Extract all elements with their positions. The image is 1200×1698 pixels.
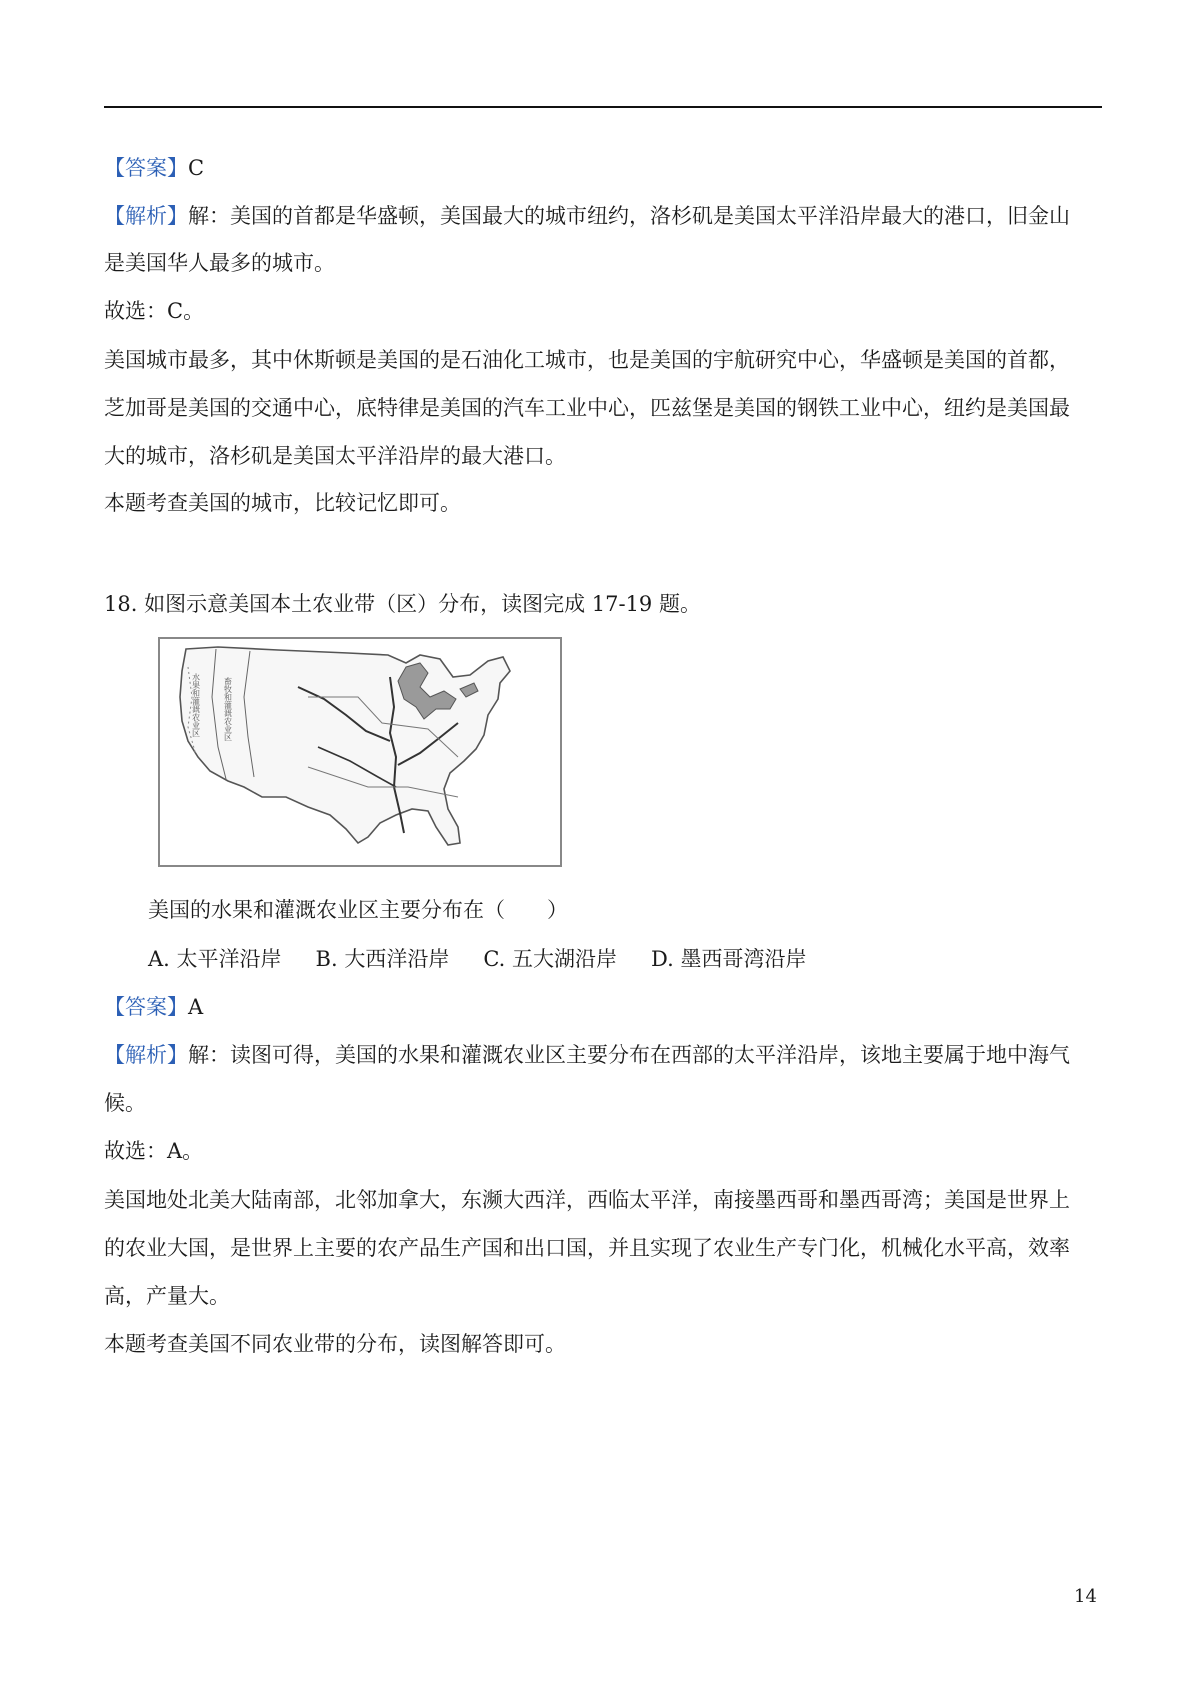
answer-value: A bbox=[188, 995, 204, 1019]
question-stem: 18. 如图示意美国本土农业带（区）分布，读图完成 17-19 题。 bbox=[104, 592, 701, 616]
us-agriculture-map bbox=[158, 637, 562, 867]
analysis-tag: 【解析】 bbox=[104, 1043, 188, 1067]
choice-line-2: 故选：A。 bbox=[104, 1139, 204, 1163]
page-number: 14 bbox=[1074, 1586, 1097, 1607]
answer-tag: 【答案】 bbox=[104, 995, 188, 1019]
answer-value: C bbox=[188, 156, 205, 180]
analysis-tag: 【解析】 bbox=[104, 204, 188, 228]
analysis-text: 解：读图可得，美国的水果和灌溉农业区主要分布在西部的太平洋沿岸，该地主要属于地中海气 bbox=[188, 1043, 1070, 1067]
header-rule bbox=[104, 106, 1102, 108]
region-label-fruit: 水果和灌溉农业区 bbox=[191, 673, 201, 737]
choice-line: 故选：C。 bbox=[104, 299, 205, 323]
explain-line-5: 的农业大国，是世界上主要的农产品生产国和出口国，并且实现了农业生产专门化，机械化水平高，效率 bbox=[104, 1236, 1070, 1260]
answer-line-2 bbox=[104, 992, 203, 1022]
option-d[interactable]: D. 墨西哥湾沿岸 bbox=[651, 947, 807, 971]
analysis-line-2: 是美国华人最多的城市。 bbox=[104, 251, 335, 275]
analysis-line-3 bbox=[104, 1040, 1070, 1070]
sub-question: 美国的水果和灌溉农业区主要分布在（ ） bbox=[148, 898, 568, 922]
analysis-line-1 bbox=[104, 201, 1070, 231]
option-c[interactable]: C. 五大湖沿岸 bbox=[483, 947, 617, 971]
explain-line-1: 美国城市最多，其中休斯顿是美国的是石油化工城市，也是美国的宇航研究中心，华盛顿是美国的首都， bbox=[104, 348, 1070, 372]
analysis-line-4: 候。 bbox=[104, 1091, 146, 1115]
answer-tag: 【答案】 bbox=[104, 156, 188, 180]
summary-line: 本题考查美国的城市，比较记忆即可。 bbox=[104, 491, 461, 515]
option-b[interactable]: B. 大西洋沿岸 bbox=[315, 947, 450, 971]
explain-line-3: 大的城市，洛杉矶是美国太平洋沿岸的最大港口。 bbox=[104, 444, 566, 468]
explain-line-2: 芝加哥是美国的交通中心，底特律是美国的汽车工业中心，匹兹堡是美国的钢铁工业中心，纽约是美国最 bbox=[104, 396, 1070, 420]
analysis-text: 解：美国的首都是华盛顿，美国最大的城市纽约，洛杉矶是美国太平洋沿岸最大的港口，旧金山 bbox=[188, 204, 1070, 228]
options-row bbox=[148, 944, 840, 974]
explain-line-4: 美国地处北美大陆南部，北邻加拿大，东濒大西洋，西临太平洋，南接墨西哥和墨西哥湾；美国是世界上 bbox=[104, 1188, 1070, 1212]
region-label-ranching: 畜牧和灌溉农业区 bbox=[223, 677, 233, 741]
answer-line-1 bbox=[104, 153, 204, 183]
explain-line-6: 高，产量大。 bbox=[104, 1284, 230, 1308]
option-a[interactable]: A. 太平洋沿岸 bbox=[148, 947, 282, 971]
summary-line-2: 本题考查美国不同农业带的分布，读图解答即可。 bbox=[104, 1332, 566, 1356]
